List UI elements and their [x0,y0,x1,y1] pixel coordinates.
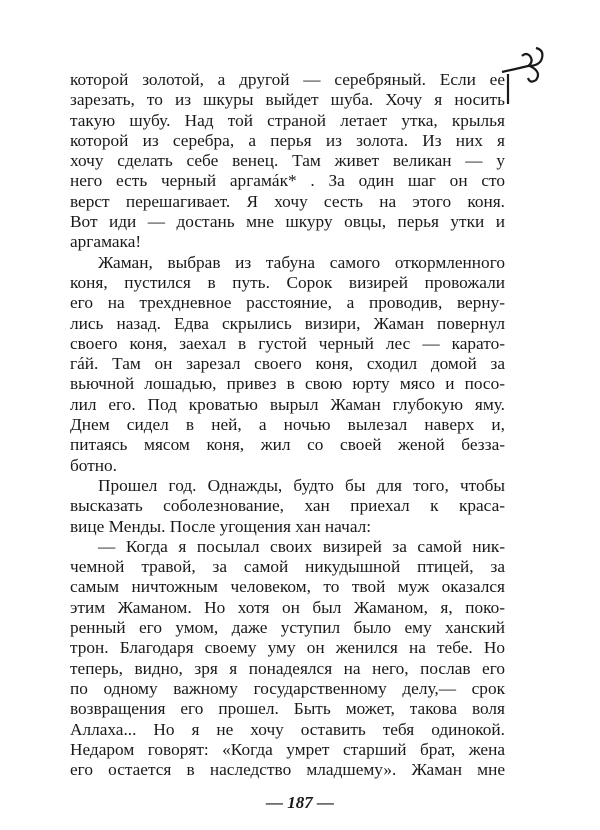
text-line: такую шубу. Над той страной летает утка, крылья [70,110,505,130]
text-line: этим Жаманом. Но хотя он был Жаманом, я, поко- [70,597,505,617]
text-line: ренный его умом, даже уступил было ему ханский [70,618,505,638]
text-line: Днем сидел в ней, а ночью вылезал наверх и, [70,415,505,435]
text-line: него есть черный аргамáк* . За один шаг он сто [70,171,505,191]
text-line: питаясь мясом коня, жил со своей женой безза- [70,435,505,455]
text-line: вице Менды. После угощения хан начал: [70,516,372,536]
text-line: Вот иди — достань мне шкуру овцы, перья утки и [70,212,505,232]
text-line: верст перешагивает. Я хочу сесть на этого коня. [70,191,505,211]
text-line: коня, пустился в путь. Сорок визирей провожали [70,272,505,292]
text-line: чемной травой, за самой никудышной птицей, за [70,557,505,577]
page-number: — 187 — [266,793,334,812]
text-line: ботно. [70,455,117,475]
text-line: его на трехдневное расстояние, а проводив, верну- [70,293,505,313]
page-text [70,70,505,780]
text-line: по одному важному государственному делу,— срок [70,678,505,698]
text-line: которой золотой, а другой — серебряный. Если ее [70,70,505,89]
text-line: своего коня, заехал в густой черный лес — карато- [70,333,505,353]
text-line: зарезать, то из шкуры выйдет шуба. Хочу я носить [70,90,505,110]
text-line: которой из серебра, а перья из золота. Из них я [70,130,505,150]
text-line: — Когда я посылал своих визирей за самой ник- [98,536,505,556]
text-line: самым ничтожным человеком, то твой муж оказался [70,577,505,597]
text-line: Аллаха... Но я не хочу оставить тебя одинокой. [70,719,505,739]
text-line: высказать соболезнование, хан приехал к краса- [70,496,505,516]
text-line: лись назад. Едва скрылись визири, Жаман повернул [70,313,505,333]
text-line: аргамака! [70,232,142,252]
text-line: Прошел год. Однажды, будто бы для того, чтобы [98,475,505,495]
text-line: возвращения его прошел. Быть может, такова воля [70,699,505,719]
text-line: гáй. Там он зарезал своего коня, сходил домой за [70,354,505,374]
text-line: лил его. Под кроватью вырыл Жаман глубокую яму. [70,394,505,414]
text-line: трон. Благодаря своему уму он женился на тебе. Но [70,638,505,658]
text-line: вьючной лошадью, привез в свою юрту мясо и посо- [70,374,505,394]
text-line: Недаром говорят: «Когда умрет старший брат, жена [70,739,505,759]
text-line: теперь, видно, зря я понадеялся на него, послав его [70,658,505,678]
text-line: хочу сделать себе венец. Там живет великан — у [70,151,505,171]
ornament-icon [500,44,550,109]
text-line: Жаман, выбрав из табуна самого откормленного [98,252,505,272]
text-line: его остается в наследство младшему». Жаман мне [70,760,505,780]
